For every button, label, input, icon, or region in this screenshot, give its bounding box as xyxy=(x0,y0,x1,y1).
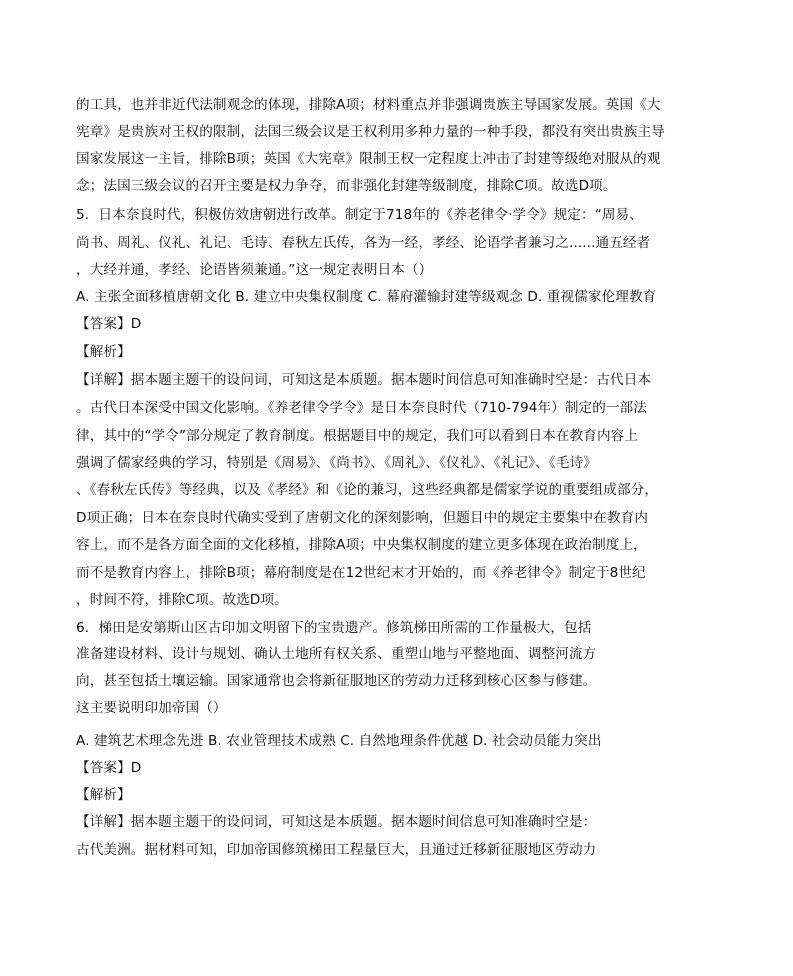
text-line: 律，其中的“学令”部分规定了教育制度。根据题目中的规定，我们可以看到日本在教育内容上 xyxy=(76,428,639,444)
text-line: 的工具，也并非近代法制观念的体现，排除A项；材料重点并非强调贵族主导国家发展。英国《大 xyxy=(76,97,661,113)
text-line: 强调了儒家经典的学习，特别是《周易》、《尚书》、《周礼》、《仪礼》、《礼记》、《毛诗》 xyxy=(76,455,597,471)
text-line: 【详解】据本题主题干的设问词，可知这是本质题。据本题时间信息可知准确时空是： xyxy=(76,814,597,830)
text-line: 准备建设材料、设计与规划、确认土地所有权关系、重塑山地与平整地面、调整河流方 xyxy=(76,646,597,662)
text-line: 念；法国三级会议的召开主要是权力争夺，而非强化封建等级制度，排除C项。故选D项。 xyxy=(76,178,617,194)
text-line: 尚书、周礼、仪礼、礼记、毛诗、春秋左氏传，各为一经，孝经、论语学者兼习之......通五经者 xyxy=(76,235,651,251)
text-line: ，大经并通，孝经、论语皆须兼通。”这一规定表明日本（） xyxy=(76,262,433,278)
text-line: 古代美洲。据材料可知，印加帝国修筑梯田工程量巨大，且通过迁移新征服地区劳动力 xyxy=(76,842,597,858)
text-line: 这主要说明印加帝国（） xyxy=(76,700,227,716)
question-6-stem: 6．梯田是安第斯山区古印加文明留下的宝贵遗产。修筑梯田所需的工作量极大，包括 xyxy=(76,620,592,636)
text-line: 。古代日本深受中国文化影响。《养老律令学令》是日本奈良时代（710-794年）制定的一部法 xyxy=(76,400,648,416)
question-6-options: A. 建筑艺术理念先进 B. 农业管理技术成熟 C. 自然地理条件优越 D. 社会动员能力突出 xyxy=(76,733,602,749)
analysis-label: 【解析】 xyxy=(76,787,131,803)
text-line: 宪章》是贵族对王权的限制，法国三级会议是王权利用多种力量的一种手段，都没有突出贵族主导 xyxy=(76,124,665,140)
text-line: 、《春秋左氏传》等经典，以及《孝经》和《论的兼习，这些经典都是儒家学说的重要组成部分， xyxy=(76,482,659,498)
text-line: 向，甚至包括土壤运输。国家通常也会将新征服地区的劳动力迁移到核心区参与修建。 xyxy=(76,673,597,689)
question-5-options: A. 主张全面移植唐朝文化 B. 建立中央集权制度 C. 幕府灌输封建等级观念 D. 重视儒家伦理教育 xyxy=(76,289,657,305)
answer-label: 【答案】D xyxy=(76,316,142,332)
text-line: ，时间不符，排除C项。故选D项。 xyxy=(76,592,288,608)
answer-label: 【答案】D xyxy=(76,760,142,776)
text-line: 容上，而不是各方面全面的文化移植，排除A项；中央集权制度的建立更多体现在政治制度上， xyxy=(76,537,647,553)
text-line: 【详解】据本题主题干的设问词，可知这是本质题。据本题时间信息可知准确时空是：古代日本 xyxy=(76,372,652,388)
analysis-label: 【解析】 xyxy=(76,344,131,360)
text-line: 而不是教育内容上，排除B项；幕府制度是在12世纪末才开始的，而《养老律令》制定于8世纪 xyxy=(76,565,646,581)
question-5-stem: 5．日本奈良时代，积极仿效唐朝进行改革。制定于718年的《养老律令·学令》规定：“周易、 xyxy=(76,207,643,223)
text-line: D项正确；日本在奈良时代确实受到了唐朝文化的深刻影响，但题目中的规定主要集中在教育内 xyxy=(76,510,649,526)
text-line: 国家发展这一主旨，排除B项；英国《大宪章》限制王权一定程度上冲击了封建等级绝对服从的观 xyxy=(76,151,661,167)
